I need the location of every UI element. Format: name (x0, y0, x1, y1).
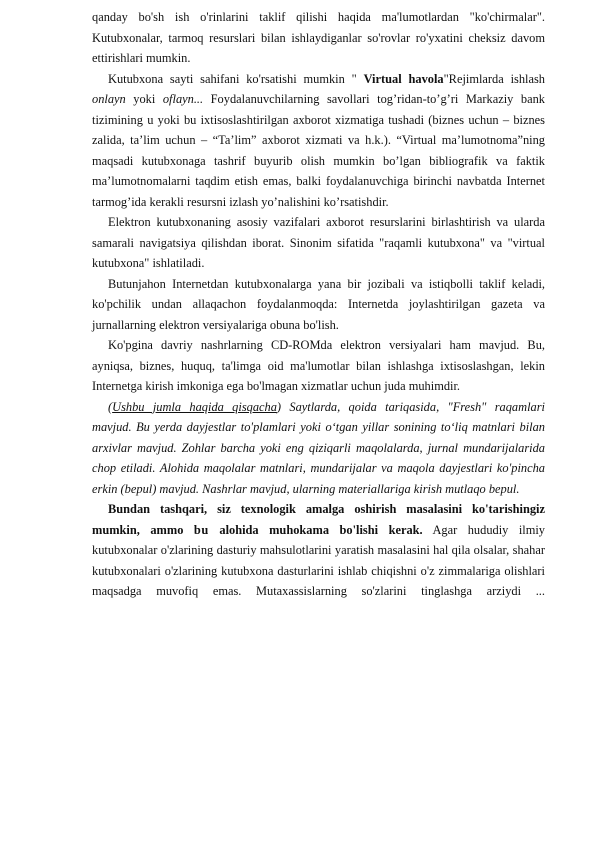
document-page (92, 7, 545, 602)
paragraph-2-or: yoki (125, 92, 163, 106)
paragraph-7-text: Agar hududiy ilmiy kutubxonalar o'zlarining dasturiy mahsulotlarini yaratish masalasini hal qila olsalar, shahar kutubxonalari o'zlarining kutubxona dasturlarini ishlab chiqishni o'z zimmalariga olishlari maqsadga muvofiq emas. Mutaxassislarning so'zlarini tinglashga arziydi ... (92, 522, 545, 598)
paragraph-7-bold-tail: alohida muhokama bo'lishi kerak. (208, 522, 423, 537)
virtual-havola-term: Virtual havola (363, 71, 444, 86)
paragraph-6-text: ) Saytlarda, qoida tariqasida, "Fresh" raqamlari mavjud. Bu yerda dayjestlar to'plamlari yoki o‘tgan yillar sonining to‘liq matnlari bilan arxivlar mavjud. Zohlar barcha yoki eng qiziqarli maqolalarda, jurnal mundarijalarida chop etiladi. Alohida maqolalar matnlari, mundarijalar va maqola dayjestlari ko'pincha erkin (bepul) mavjud. Nashrlar mavjud, ularning materiallariga kirish mutlaqo bepul. (92, 399, 545, 496)
paragraph-6 (92, 397, 545, 500)
paragraph-5 (92, 335, 545, 397)
online-term: onlayn (92, 92, 126, 106)
paragraph-1-text: qanday bo'sh ish o'rinlarini taklif qilishi haqida ma'lumotlardan "ko'chirmalar". Kutubxonalar, tarmoq resurslari bilan ishlaydiganlar so'rovlar ro'yxatini cheksiz davom ettirishlari mumkin. (92, 10, 545, 65)
paragraph-3 (92, 212, 545, 274)
paragraph-2-lead: Kutubxona sayti sahifani ko'rsatishi mumkin " (108, 71, 364, 86)
offline-term: oflayn... (162, 92, 204, 106)
summary-link[interactable]: Ushbu jumla haqida qisqacha (112, 399, 277, 414)
paragraph-4 (92, 274, 545, 336)
paragraph-3-text: Elektron kutubxonaning asosiy vazifalari axborot resurslarini birlashtirish va ularda samarali navigatsiya qilishdan iborat. Sinonim sifatida "raqamli kutubxona" va "virtual kutubxona" ishlatiladi. (92, 215, 545, 270)
paragraph-7-bold-lead: Bundan tashqari, siz texnologik amalga oshirish masalasini ko'tarishingiz mumkin, ammo (92, 502, 545, 537)
paragraph-7 (92, 499, 545, 602)
paragraph-2-mode-lead: "Rejimlarda ishlash (443, 71, 545, 86)
paragraph-2 (92, 69, 545, 213)
paragraph-2-body: Foydalanuvchilarning savollari tog’ridan-to’g’ri Markaziy bank tizimining u yoki bu ixtisoslashtirilgan axborot xizmatiga tushadi (biznes uchun – biznes zalida, ta’lim uchun – “Ta’lim” axborot xizmati va h.k.). “Virtual ma’lumotnoma”ning maqsadi kutubxonaga tashrif buyurib olish mumkin bo’lgan bibliografik va faktik ma’lumotnomalarni taqdim etish emas, balki foydalanuvchiga birinchi navbatda Internet tarmog’ida kerakli resursni izlash yo’nalishini ko’rsatishdir. (92, 92, 545, 209)
paragraph-1 (92, 7, 545, 69)
paragraph-5-text: Ko'pgina davriy nashrlarning CD-ROMda elektron versiyalari ham mavjud. Bu, ayniqsa, biznes, huquq, ta'limga oid ma'lumotlar bilan ishlashga ixtisoslashgan, lekin Internetga kirish imkoniga ega bo'lmagan xizmatlar uchun juda muhimdir. (92, 338, 545, 393)
paragraph-6-open-paren: ( (108, 399, 113, 414)
paragraph-7-spaced-word: bu (193, 522, 209, 537)
paragraph-4-text: Butunjahon Internetdan kutubxonalarga yana bir jozibali va istiqbolli taklif keladi, ko'pchilik undan allaqachon foydalanmoqda: Internetda joylashtirilgan gazeta va jurnallarning elektron versiyalariga obuna bo'lish. (92, 276, 545, 332)
